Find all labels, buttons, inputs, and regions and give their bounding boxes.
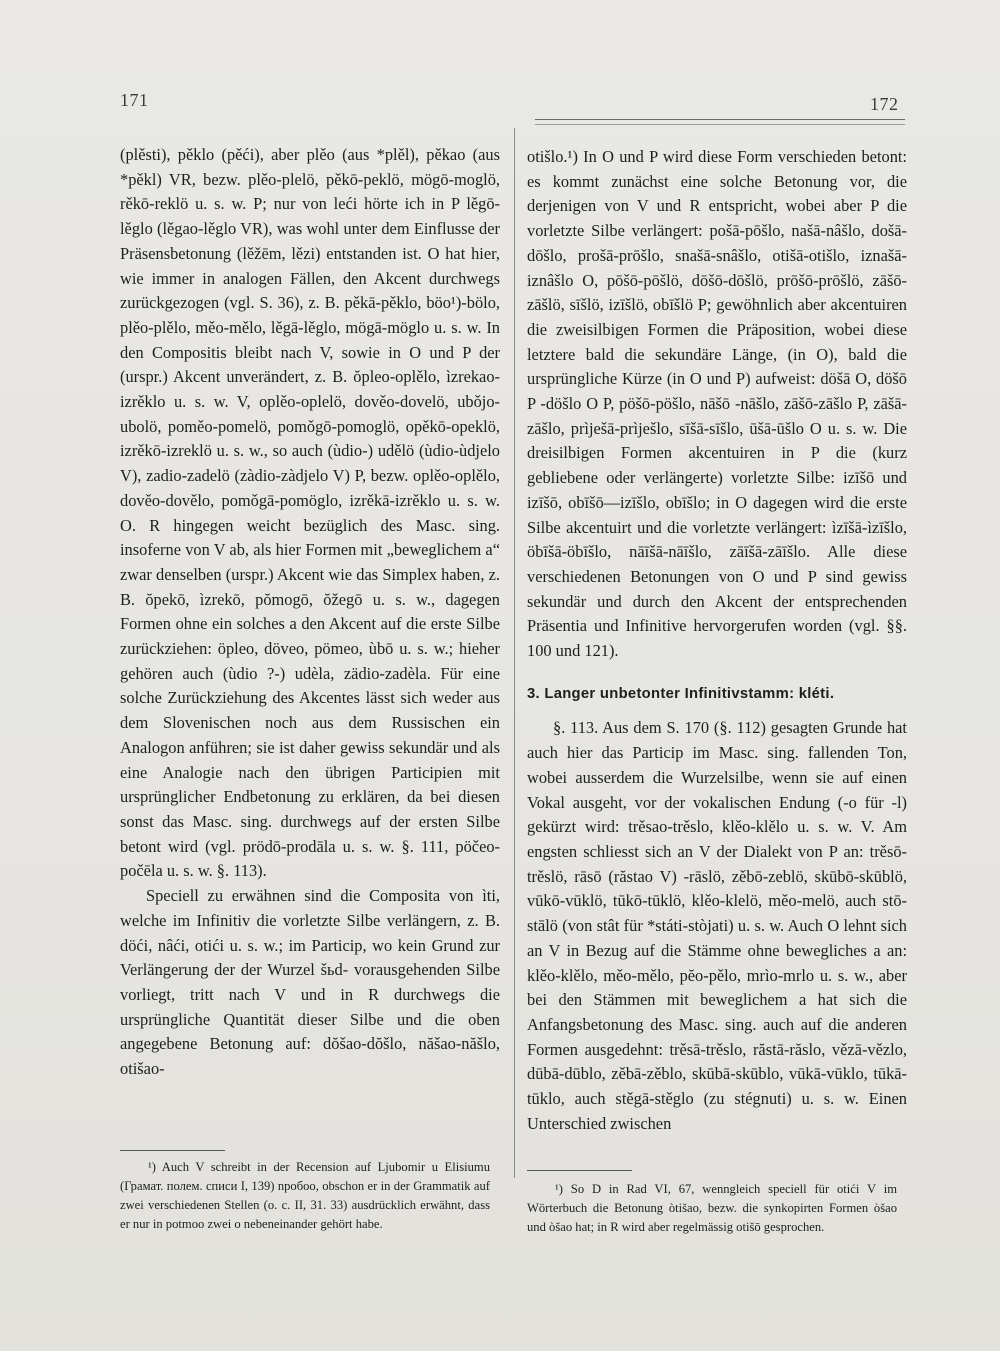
footnote-rule-left [120, 1150, 225, 1151]
header-rule-thin [535, 124, 905, 125]
page-number-left: 171 [120, 90, 149, 110]
footnote-rule-right [527, 1170, 632, 1171]
header-rule [535, 119, 905, 120]
right-footnote: ¹) So D in Rad VI, 67, wenngleich speciell für otići V im Wörterbuch die Betonung òtišao, bezw. die synkopirten Formen òšao und òšao hat; in R wird aber regelmässig otišō gesprochen. [527, 1182, 897, 1234]
right-paragraph-1: otišlo.¹) In O und P wird diese Form verschieden betont: es kommt zunächst eine solche Betonung vor, die derjenigen von V und R entspricht, wobei aber P die vorletzte Silbe verlängert: pošā-pōšlo, našā-nâšlo, došā-dōšlo, prošā-prōšlo, snašā-snâšlo, otišā-otišlo, iznašā-iznâšlo O, pōšō-pōšlö, dōšō-dōšlö, prōšō-prōšlö, zāšō-zāšlö, sīšlö, izīšlö, obīšlö P; gewöhnlich aber akcentuiren die zweisilbigen Formen die Präposition, wobei diese letztere bald die sekundäre Länge, (in O), bald die ursprüngliche Kürze (in O und P) aufweist: döšā O, döšō P -döšlo O P, pöšō-pöšlo, nāšō -nāšlo, zāšō-zāšlo P, zāšā-zāšlo, prìješā-prìješlo, sīšā-sīšlo, ūšā-ūšlo O u. s. w. Die dreisilbigen Formen akcentuiren in P die (kurz gebliebene oder verlängerte) vorletzte Silbe: izīšō und izīšō, obīšō—izīšlo, obīšlo; in O dagegen wird die erste Silbe akcentuirt und die vorletzte verlängert: ìzīšā-ìzīšlo, öbīšā-öbīšlo, nāīšā-nāīšlo, zāīšā-zāīšlo. Alle diese verschiedenen Betonungen von O und P sind gewiss sekundär und durch den Akcent der entsprechenden Präsentia und Infinitive hervorgerufen worden (vgl. §§. 100 und 121). [527, 147, 907, 661]
left-paragraph-1: (plěsti), pěklo (pěći), aber plěo (aus *plěl), pěkao (aus *pěkl) VR, bezw. plěo-plelö, pěkō-peklö, mögō-moglö, rěkō-reklö u. s. w. P; nur von leći hörte ich in P lěgō-lěglo (lěgao-lěglo VR), was wohl unter dem Einflusse der Präsensbetonung (lěžēm, lězi) entstanden ist. O hat hier, wie immer in analogen Fällen, den Akcent durchwegs zurückgezogen (vgl. S. 36), z. B. pěkā-pěklo, böo¹)-bölo, plěo-plělo, měo-mělo, lěgā-lěglo, mögā-möglo u. s. w. In den Compositis bleibt nach V, sowie in O und P der (urspr.) Akcent unverändert, z. B. ŏpleo-oplělo, ìzrekao-izrěklo u. s. w. V, oplěo-oplelö, dověo-dovelö, ubǒjo-ubolö, poměo-pomelö, pomǒgō-pomoglö, opěkō-opeklö, izrěkō-izreklö u. s. w., so auch (ùdio-) udělö (ùdio-ùdjelo V), zadio-zadelö (zàdio-zàdjelo V) P, bezw. oplěo-oplělo, dověo-dovělo, pomǒgā-pomöglo, izrěkā-izrěklo u. s. w. O. R hingegen weicht bezüglich des Masc. sing. insoferne von V ab, als hier Formen mit „beweglichem a“ zwar denselben (urspr.) Akcent wie das Simplex haben, z. B. ŏpekō, ìzrekō, pŏmogō, ŏžegō u. s. w., dagegen Formen ohne ein solches a den Akcent auf die erste Silbe zurückziehen: öpleo, döveo, pömeo, ùbō u. s. w.; hieher gehören auch (ùdio ?-) udèla, zädio-zadèla. Für eine solche Zurückziehung des Akcentes lässt sich weder aus dem Slovenischen noch aus dem Russischen ein Analogon anführen; sie ist daher gewiss sekundär und als eine Analogie nach den übrigen Participien mit ursprünglicher Endbetonung zu erklären, da bei diesen sonst das Masc. sing. durchwegs auf der ersten Silbe betont wird (vgl. prödō-prodāla u. s. w. §. 111, pöčeo-počēla u. s. w. §. 113). [120, 145, 500, 881]
left-paragraph-2: Speciell zu erwähnen sind die Composita von ìti, welche im Infinitiv die vorletzte Silbe verlängern, z. B. döći, nâći, otići u. s. w.; im Particip, wo kein Grund zur Verlängerung der der Wurzel šьd- vorausgehenden Silbe vorliegt, tritt nach V und in R durchwegs die ursprüngliche Quantität dieser Silbe und die oben angegebene Betonung auf: dŏšao-dŏšlo, năšao-năšlo, otišao- [120, 886, 500, 1079]
page-number-right: 172 [870, 94, 899, 114]
right-paragraph-2: §. 113. Aus dem S. 170 (§. 112) gesagten Grunde hat auch hier das Particip im Masc. sing. fallenden Ton, wobei ausserdem die Wurzelsilbe, wenn sie auf einen Vokal ausgeht, vor der vokalischen Endung (-o für -l) gekürzt wird: trěsao-trěslo, klěo-klělo u. s. w. V. Am engsten schliesst sich an V der Dialekt von P an: trěsō-trěslö, rāsō (răstao V) -rāslö, zěbō-zeblö, skūbō-skūblö, vūkō-vūklö, tūkō-tūklö, klěo-klelö, měo-melö, auch stō-stālö (von stât für *státi-stòjati) u. s. w. Auch O lehnt sich an V in Bezug auf die Stämme ohne bewegliches a an: klěo-klělo, měo-mělo, pĕo-pělo, mrìo-mrlo u. s. w., aber bei den Stämmen mit beweglichem a hat sich die Anfangsbetonung des Masc. sing. auch auf die anderen Formen ausgedehnt: trěsā-trěslo, răstā-răslo, vězā-vězlo, dūbā-dūblo, zěbā-zěblo, skūbā-skūblo, vūkā-vūklo, tūkā-tūklo, auch stěgā-stěglo (zu stégnuti) u. s. w. Einen Unterschied zwischen [527, 718, 907, 1133]
left-footnote: ¹) Auch V schreibt in der Recension auf Ljubomir u Elisiumu (Грамат. полем. списи I, 139) npoбoo, obschon er in der Grammatik auf zwei verschiedenen Stellen (o. c. II, 31. 33) ausdrücklich erwähnt, dass er nur in potmoo zwei o nebeneinander gehört habe. [120, 1160, 490, 1231]
right-page-body [527, 145, 907, 1136]
section-heading: 3. Langer unbetonter Infinitivstamm: kléti. [527, 685, 835, 702]
left-page-body [120, 143, 500, 1082]
column-divider [514, 128, 515, 1178]
